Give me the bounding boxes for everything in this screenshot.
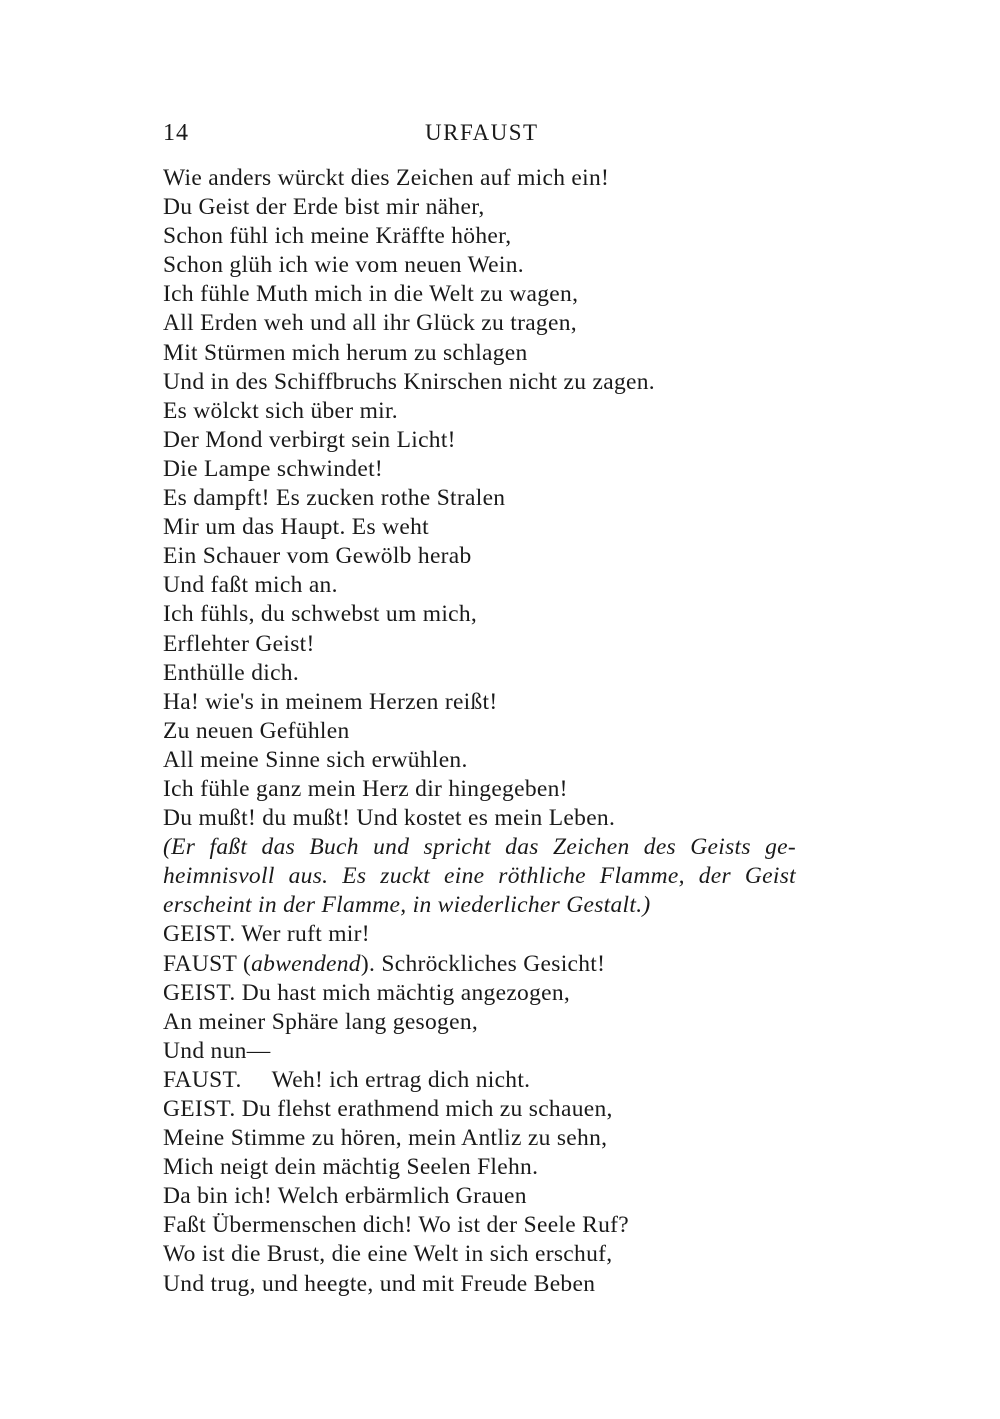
verse-line: Die Lampe schwindet!	[163, 455, 384, 482]
verse-line: Der Mond verbirgt sein Licht!	[163, 426, 456, 453]
speaker-name: FAUST.	[163, 1066, 242, 1093]
aside-direction: abwendend	[251, 950, 361, 977]
aside-open-paren: (	[242, 950, 252, 977]
page-header	[163, 120, 803, 154]
verse-line: All meine Sinne sich erwühlen.	[163, 746, 468, 773]
verse-line: Und faßt mich an.	[163, 572, 338, 599]
verse-line: Schon fühl ich meine Kräffte höher,	[163, 223, 512, 250]
stage-direction-line: erscheint in der Flamme, in wiederlicher Gestalt.)	[163, 892, 651, 919]
verse-line: Faßt Übermenschen dich! Wo ist der Seele Ruf?	[163, 1212, 630, 1239]
verse-line: An meiner Sphäre lang gesogen,	[163, 1008, 479, 1035]
verse-line: Und trug, und heegte, und mit Freude Beben	[163, 1270, 596, 1297]
dialogue-text: Weh! ich ertrag dich nicht.	[271, 1066, 531, 1093]
dialogue-text: Wer ruft mir!	[241, 921, 370, 948]
dialogue-line	[163, 1066, 813, 1095]
verse-line: Ein Schauer vom Gewölb herab	[163, 543, 472, 570]
verse-text	[163, 164, 813, 1299]
verse-line: Du Geist der Erde bist mir näher,	[163, 194, 485, 221]
dialogue-line	[163, 920, 813, 949]
aside-close-paren: ).	[360, 950, 376, 977]
verse-line: Meine Stimme zu hören, mein Antliz zu sehn,	[163, 1125, 608, 1152]
verse-line: Mich neigt dein mächtig Seelen Flehn.	[163, 1154, 539, 1181]
verse-line: Schon glüh ich wie vom neuen Wein.	[163, 252, 524, 279]
dialogue-line	[163, 979, 813, 1008]
verse-line: Mit Stürmen mich herum zu schlagen	[163, 339, 528, 366]
verse-line: Wie anders würckt dies Zeichen auf mich ein!	[163, 165, 610, 191]
speaker-name: GEIST.	[163, 1096, 236, 1122]
stage-direction-line: heimnisvoll aus. Es zuckt eine röthliche Flamme, der Geist	[163, 863, 796, 890]
dialogue-line	[163, 1095, 813, 1124]
verse-line: Mir um das Haupt. Es weht	[163, 514, 429, 541]
verse-line: Du mußt! du mußt! Und kostet es mein Leben.	[163, 805, 616, 832]
speaker-name: GEIST.	[163, 921, 236, 948]
verse-line: Und nun—	[163, 1037, 271, 1064]
verse-line: Erflehter Geist!	[163, 630, 315, 657]
dialogue-text: Du hast mich mächtig angezogen,	[241, 979, 571, 1006]
verse-line: Ich fühls, du schwebst um mich,	[163, 601, 478, 628]
dialogue-text: Schröckliches Gesicht!	[381, 950, 606, 977]
verse-line: Und in des Schiffbruchs Knirschen nicht zu zagen.	[163, 368, 655, 395]
verse-line: Ha! wie's in meinem Herzen reißt!	[163, 688, 498, 715]
stage-direction-line: (Er faßt das Buch und spricht das Zeichen des Geists ge-	[163, 834, 796, 861]
speaker-name: GEIST.	[163, 979, 236, 1006]
verse-line: Zu neuen Gefühlen	[163, 717, 350, 744]
dialogue-text: Du flehst erathmend mich zu schauen,	[241, 1096, 613, 1122]
verse-line: Da bin ich! Welch erbärmlich Grauen	[163, 1183, 527, 1210]
verse-line: Ich fühle Muth mich in die Welt zu wagen,	[163, 281, 579, 308]
verse-line: Es wölckt sich über mir.	[163, 397, 398, 424]
verse-line: Es dampft! Es zucken rothe Stralen	[163, 485, 506, 512]
verse-line: Ich fühle ganz mein Herz dir hingegeben!	[163, 775, 568, 802]
dialogue-line	[163, 950, 813, 979]
verse-line: Wo ist die Brust, die eine Welt in sich erschuf,	[163, 1241, 613, 1268]
speaker-name: FAUST	[163, 950, 237, 977]
verse-line: All Erden weh und all ihr Glück zu tragen,	[163, 310, 577, 337]
verse-line: Enthülle dich.	[163, 659, 300, 686]
running-title: URFAUST	[425, 120, 539, 145]
page-number: 14	[163, 120, 189, 146]
